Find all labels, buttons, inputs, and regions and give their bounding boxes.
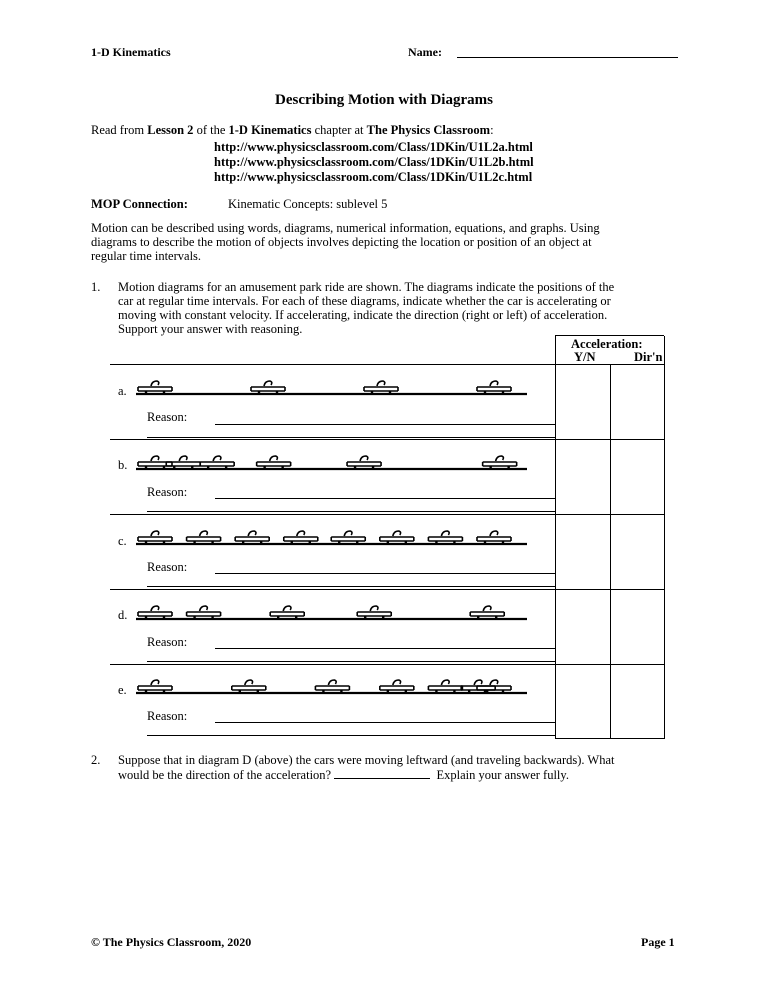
intro-chapter-at: chapter at bbox=[311, 123, 367, 137]
car-b-6 bbox=[483, 456, 517, 469]
row-d-label: d. bbox=[118, 608, 128, 622]
car-e-3 bbox=[315, 680, 349, 693]
car-d-5 bbox=[470, 606, 504, 619]
yn-header: Y/N bbox=[574, 350, 596, 364]
car-c-3 bbox=[235, 531, 269, 544]
car-e-4 bbox=[380, 680, 414, 693]
car-c-4 bbox=[284, 531, 318, 544]
q1-line-3: moving with constant velocity. If accelerating, indicate the direction (right or left) of acceleration. bbox=[118, 308, 608, 322]
row-d-reason-label: Reason: bbox=[147, 635, 188, 649]
car-a-3 bbox=[364, 381, 398, 394]
car-c-7 bbox=[428, 531, 462, 544]
row-a-label: a. bbox=[118, 384, 127, 398]
row-c-reason-label: Reason: bbox=[147, 560, 188, 574]
q2-answer-blank[interactable] bbox=[334, 767, 430, 779]
car-b-4 bbox=[257, 456, 291, 469]
intro-chapter: 1-D Kinematics bbox=[228, 123, 312, 137]
row-b-label: b. bbox=[118, 458, 128, 472]
car-d-4 bbox=[357, 606, 391, 619]
car-e-5 bbox=[428, 680, 462, 693]
row-b-reason-label: Reason: bbox=[147, 485, 188, 499]
row-a-reason-label: Reason: bbox=[147, 410, 188, 424]
page-title: Describing Motion with Diagrams bbox=[275, 92, 493, 108]
car-e-2 bbox=[232, 680, 266, 693]
dirn-header: Dir'n bbox=[634, 350, 663, 364]
car-c-5 bbox=[331, 531, 365, 544]
acceleration-header: Acceleration: bbox=[571, 337, 643, 351]
url-link-b[interactable]: http://www.physicsclassroom.com/Class/1DKin/U1L2b.html bbox=[214, 155, 534, 169]
car-b-3 bbox=[200, 456, 234, 469]
footer-page-number: Page 1 bbox=[641, 935, 675, 949]
q2-line-2-text: would be the direction of the acceleration? bbox=[118, 768, 335, 782]
car-d-1 bbox=[138, 606, 172, 619]
row-e-reason-label: Reason: bbox=[147, 709, 188, 723]
car-c-8 bbox=[477, 531, 511, 544]
url-link-c[interactable]: http://www.physicsclassroom.com/Class/1DKin/U1L2c.html bbox=[214, 170, 533, 184]
q2-line-2-tail: Explain your answer fully. bbox=[436, 768, 569, 782]
intro-lesson: Lesson 2 bbox=[147, 123, 194, 137]
chapter-title: 1-D Kinematics bbox=[91, 45, 171, 59]
paragraph-line-3: regular time intervals. bbox=[91, 249, 202, 263]
q2-number: 2. bbox=[91, 753, 101, 767]
q1-line-2: car at regular time intervals. For each of these diagrams, indicate whether the car is accelerating or bbox=[118, 294, 611, 308]
name-label: Name: bbox=[408, 45, 442, 59]
paragraph-line-1: Motion can be described using words, diagrams, numerical information, equations, and graphs. Using bbox=[91, 221, 600, 235]
row-e-label: e. bbox=[118, 683, 127, 697]
car-e-1 bbox=[138, 680, 172, 693]
q1-number: 1. bbox=[91, 280, 101, 294]
q1-line-4: Support your answer with reasoning. bbox=[118, 322, 303, 336]
url-link-a[interactable]: http://www.physicsclassroom.com/Class/1DKin/U1L2a.html bbox=[214, 140, 533, 154]
car-c-6 bbox=[380, 531, 414, 544]
paragraph-line-2: diagrams to describe the motion of objects involves depicting the location or position of an object at bbox=[91, 235, 592, 249]
q2-line-2 bbox=[118, 767, 569, 782]
car-d-3 bbox=[270, 606, 304, 619]
car-b-5 bbox=[347, 456, 381, 469]
car-a-2 bbox=[251, 381, 285, 394]
q1-line-1: Motion diagrams for an amusement park ride are shown. The diagrams indicate the positions of the bbox=[118, 280, 615, 294]
mop-label: MOP Connection: bbox=[91, 197, 188, 211]
mop-value: Kinematic Concepts: sublevel 5 bbox=[228, 197, 388, 211]
footer-copyright: © The Physics Classroom, 2020 bbox=[91, 935, 252, 949]
intro-colon: : bbox=[490, 123, 494, 137]
intro-site: The Physics Classroom bbox=[366, 123, 491, 137]
car-c-2 bbox=[187, 531, 221, 544]
car-a-4 bbox=[477, 381, 511, 394]
row-c-label: c. bbox=[118, 534, 127, 548]
intro-read-from: Read from bbox=[91, 123, 148, 137]
car-d-2 bbox=[187, 606, 221, 619]
intro-of-the: of the bbox=[193, 123, 229, 137]
car-b-2 bbox=[166, 456, 200, 469]
q2-line-1: Suppose that in diagram D (above) the cars were moving leftward (and traveling backwards). What bbox=[118, 753, 615, 767]
car-a-1 bbox=[138, 381, 172, 394]
car-c-1 bbox=[138, 531, 172, 544]
